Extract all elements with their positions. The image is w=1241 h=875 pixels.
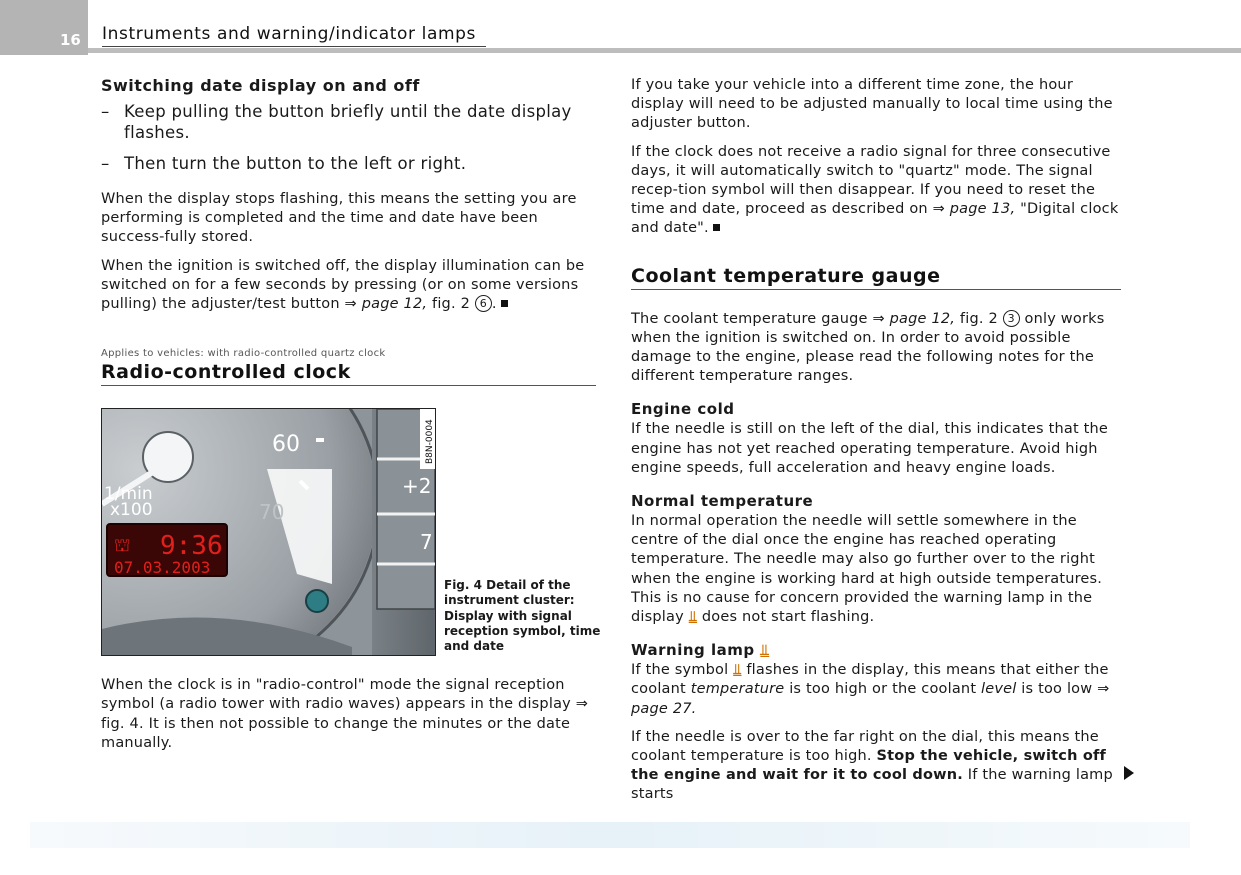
coolant-temperature-icon: ⫫: [688, 609, 698, 626]
subheading-warning-lamp: Warning lamp ⫫: [631, 641, 770, 660]
speed-label-60: 60: [272, 432, 300, 458]
page-reference-link[interactable]: page 12,: [889, 310, 956, 327]
page-reference-link[interactable]: page 12,: [361, 296, 428, 313]
step-item: – Keep pulling the button briefly until the date display flashes.: [101, 102, 572, 142]
paragraph: When the clock is in "radio-control" mode the signal reception symbol (a radio tower with radio waves) appears in the display ⇒ fig. 4. It is then not possible to change the minutes or the date manually.: [101, 677, 589, 751]
paragraph: If the needle is over to the far right on the dial, this means the coolant temperature is too high. Stop the vehicle, switch off the engine and wait for it to cool down. If the warning lamp starts: [631, 728, 1113, 803]
paragraph: If the clock does not receive a radio signal for three consecutive days, it will automatically switch to "quartz" mode. The signal recep-tion symbol will then disappear. If you need to reset the time and date, proceed as described on ⇒ page 13, "Digital clock and date".: [631, 143, 1119, 237]
paragraph: If you take your vehicle into a different time zone, the hour display will need to be adjusted manually to local time using the adjuster button.: [631, 77, 1113, 132]
paragraph: If the needle is still on the left of the dial, this indicates that the engine has not yet reached operating temperature. Avoid high engine speeds, full acceleration and heavy engine loads.: [631, 421, 1109, 476]
radio-tower-icon: ⛫: [114, 535, 131, 557]
paragraph: In normal operation the needle will settle somewhere in the centre of the dial once the engine has reached operating temperature. The needle may also go further over to the right when the engine is working hard at high outside temperatures. This is no cause for concern provided the warning lamp in the display ⫫ does not start flashing.: [631, 513, 1103, 626]
left-column: [101, 76, 601, 753]
header-rule: [88, 48, 1241, 53]
section-heading-date-display: Switching date display on and off: [101, 76, 420, 95]
applies-note: Applies to vehicles: with radio-controlled quartz clock: [101, 348, 386, 360]
side-label: 7: [420, 530, 433, 555]
page-reference-link[interactable]: page 13,: [949, 201, 1016, 218]
coolant-temperature-icon: ⫫: [733, 662, 742, 679]
paragraph: The coolant temperature gauge ⇒ page 12, fig. 2 3 only works when the ignition is switched on. In order to avoid possible damage to the engine, please read the following notes for the different temperature ranges.: [631, 310, 1105, 385]
subheading-engine-cold: Engine cold: [631, 400, 735, 419]
speed-label-70: 70: [259, 500, 285, 525]
figure-4: [101, 408, 601, 656]
callout-number: 6: [475, 295, 492, 312]
paragraph: When the ignition is switched off, the display illumination can be switched on for a few seconds by pressing (or on some versions pulling) the adjuster/test button ⇒ page 12, fig. 2 6 .: [101, 257, 585, 313]
rpm-unit-label: 1/min: [104, 484, 153, 505]
scan-artifact-band: [30, 822, 1190, 848]
instrument-cluster-photo: [101, 408, 436, 656]
page-title: Instruments and warning/indicator lamps: [102, 24, 486, 47]
clock-time: 9:36: [160, 531, 223, 562]
subheading-normal-temperature: Normal temperature: [631, 492, 814, 511]
section-heading-coolant: Coolant temperature gauge: [631, 265, 1121, 290]
paragraph: When the display stops flashing, this means the setting you are performing is completed and the time and date have been success-fully stored.: [101, 191, 577, 246]
end-of-section-mark: [713, 224, 720, 231]
callout-number: 3: [1003, 310, 1020, 327]
figure-caption: Fig. 4 Detail of the instrument cluster: Display with signal reception symbol, time and date: [444, 578, 601, 654]
page-number: 16: [60, 31, 81, 49]
right-column: [631, 76, 1121, 805]
coolant-temperature-icon: ⫫: [760, 641, 770, 660]
step-item: – Then turn the button to the left or right.: [101, 154, 467, 173]
continue-arrow-icon: [1124, 766, 1134, 780]
rpm-multiplier-label: x100: [110, 500, 153, 521]
section-heading-radio-clock: Radio-controlled clock: [101, 361, 596, 386]
end-of-section-mark: [501, 300, 508, 307]
page-reference-link[interactable]: page 27.: [631, 700, 697, 717]
figure-code: B8N-0004: [425, 419, 435, 465]
clock-date: 07.03.2003: [114, 558, 211, 578]
instrument-cluster-illustration: [102, 409, 435, 655]
paragraph: If the symbol ⫫ flashes in the display, this means that either the coolant temperature is too high or the coolant level is too low ⇒ page 27.: [631, 662, 1110, 717]
side-label: +2: [402, 474, 432, 499]
